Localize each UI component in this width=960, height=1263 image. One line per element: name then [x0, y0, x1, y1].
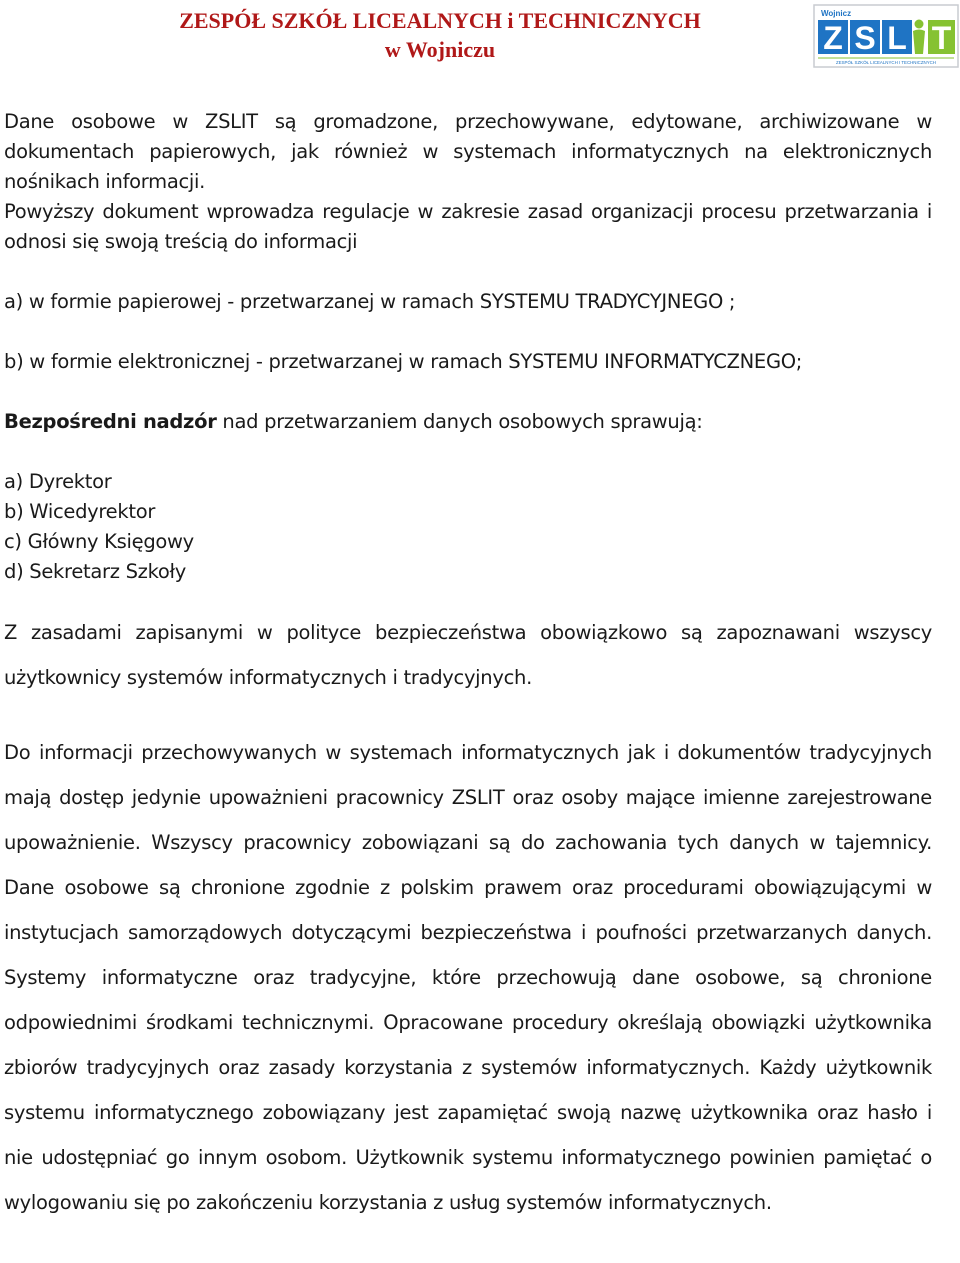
logo-top-text: Wojnicz — [821, 9, 852, 18]
paragraph-policy: Z zasadami zapisanymi w polityce bezpieczeństwa obowiązkowo są zapoznawani wszyscy użytkownicy systemów informatycznych i tradycyjnych. — [4, 621, 932, 689]
role-item: d) Sekretarz Szkoły — [4, 560, 187, 583]
svg-text:T: T — [931, 20, 952, 56]
school-logo — [813, 4, 959, 68]
svg-text:L: L — [887, 20, 907, 56]
list-item-paper: a) w formie papierowej - przetwarzanej w ramach SYSTEMU TRADYCYJNEGO ; — [4, 290, 736, 313]
paragraph-access: Do informacji przechowywanych w systemach informatycznych jak i dokumentów tradycyjnych mają dostęp jedynie upoważnieni pracownicy ZSLIT oraz osoby mające imienne zarejestrowane upoważnienie. Wszyscy pracownicy zobowiązani są do zachowania tych danych w tajemnicy. Dane osobowe są chronione zgodnie z polskim prawem oraz procedurami obowiązującymi w instytucjach samorządowych dotyczącymi bezpieczeństwa i poufności przetwarzanych danych. Systemy informatyczne oraz tradycyjne, które przechowują dane osobowe, są chronione odpowiednimi środkami technicznymi. Opracowane procedury określają obowiązki użytkownika zbiorów tradycyjnych oraz zasady korzystania z systemów informatycznych. Każdy użytkownik systemu informatycznego zobowiązany jest zapamiętać swoją nazwę użytkownika oraz hasło i nie udostępniać go innym osobom. Użytkownik systemu informatycznego powinien pamiętać o wylogowaniu się po zakończeniu korzystania z usług systemów informatycznych. — [4, 741, 932, 1214]
school-location: w Wojniczu — [384, 37, 496, 62]
document-header — [0, 0, 880, 64]
role-item: a) Dyrektor — [4, 470, 112, 493]
supervision-rest: nad przetwarzaniem danych osobowych sprawują: — [216, 410, 703, 433]
school-name: ZESPÓŁ SZKÓŁ LICEALNYCH i TECHNICZNYCH — [179, 8, 701, 33]
role-item: b) Wicedyrektor — [4, 500, 156, 523]
logo-sub-text: ZESPÓŁ SZKÓŁ LICEALNYCH I TECHNICZNYCH — [836, 60, 936, 65]
supervision-bold: Bezpośredni nadzór — [4, 410, 217, 433]
svg-text:Z: Z — [823, 20, 843, 56]
paragraph-regulations: Powyższy dokument wprowadza regulacje w zakresie zasad organizacji procesu przetwarzania i odnosi się swoją treścią do informacji — [4, 200, 932, 253]
role-item: c) Główny Księgowy — [4, 530, 194, 553]
list-item-electronic: b) w formie elektronicznej - przetwarzanej w ramach SYSTEMU INFORMATYCZNEGO; — [4, 350, 803, 373]
paragraph-storage: Dane osobowe w ZSLIT są gromadzone, przechowywane, edytowane, archiwizowane w dokumentach papierowych, jak również w systemach informatycznych na elektronicznych nośnikach informacji. — [4, 110, 932, 193]
document-body — [4, 107, 932, 1225]
supervision-line — [4, 407, 932, 437]
svg-text:S: S — [854, 20, 876, 56]
